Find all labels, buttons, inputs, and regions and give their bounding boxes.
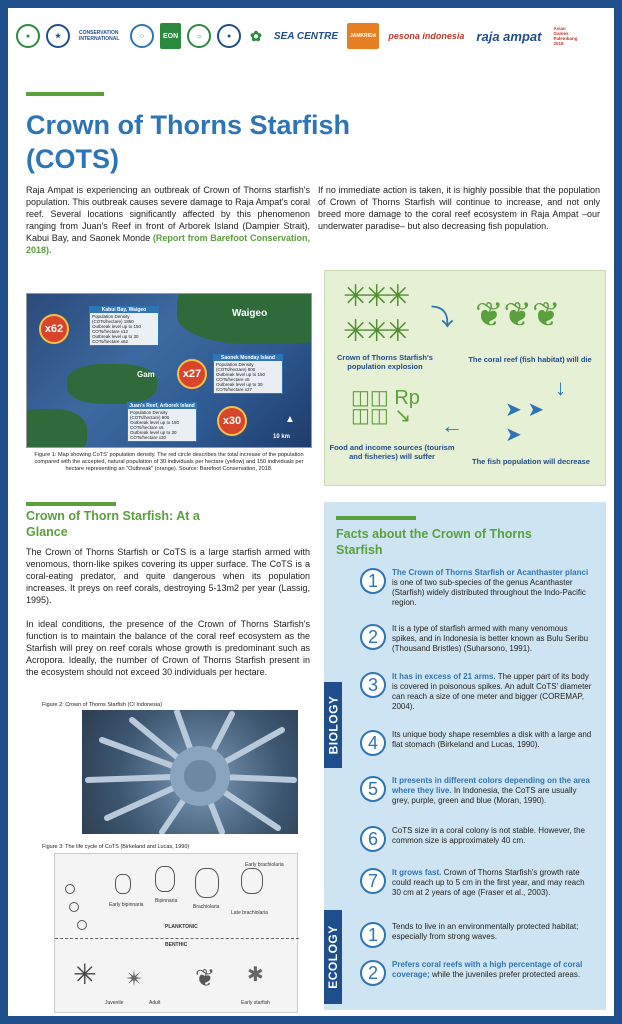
egg-icon <box>77 920 87 930</box>
lifecycle-diagram <box>54 853 298 1013</box>
figure1-caption: Figure 1: Map showing CoTS' population density. The red circle describes the total increase of the population compared with the accepted, natural population of 30 individuals per hectare (yellow) and 150 individuals per hectare representing an "Outbreak" (orange). Source: Barefoot Conservation, 2018. <box>34 452 304 472</box>
starfish-photo <box>82 710 298 834</box>
north-arrow-icon: ▲ <box>285 414 295 425</box>
lc-label: Brachiolaria <box>193 904 220 910</box>
ecology-tab <box>324 910 342 1004</box>
fact-number: 3 <box>360 672 386 698</box>
kabui-row: Population Density (COTs/hectare) 1850 <box>92 314 134 324</box>
arrow-left-icon: ← <box>441 413 463 438</box>
saonek-row: Outbreak level up to 30 COTs/hectare x27 <box>216 382 263 392</box>
fact-text: It has in excess of 21 arms. The upper part of its body is covered in poisonous spikes. An adult CoTS' diameter can reach a size of one meter and bigger (COREMAP, 2004). <box>392 672 592 711</box>
fact-highlight: It presents in different colors depending on the area where they live. <box>392 776 590 795</box>
fact-number: 1 <box>360 922 386 948</box>
lc-label: Juvenile <box>105 1000 124 1006</box>
fact-highlight: Prefers coral reefs with a high percentage of coral coverage; <box>392 960 583 979</box>
facts-heading: Facts about the Crown of Thorns Starfish <box>336 527 532 557</box>
saonek-badge: x27 <box>177 359 207 389</box>
saonek-infobox-title: Saonek Monday Island <box>214 355 282 361</box>
fact-number: 7 <box>360 868 386 894</box>
gam-label: Gam <box>137 370 155 379</box>
lc-label: PLANKTONIC <box>165 924 198 930</box>
facts-accent-bar <box>336 516 416 520</box>
pesona-indonesia-logo: pesona indonesia <box>388 31 465 41</box>
fact-text: It grows fast. Crown of Thorns Starfish's growth rate could reach up to 5 cm in the first year, and may reach 30 cm at 2 years of age (Fraser et al., 2003). <box>392 868 585 897</box>
glance-p1: The Crown of Thorns Starfish or CoTS is a large starfish armed with venomous, thorn-like spikes covering its upper surface. The CoTS is a coral-eating predator, and quite dangerous when its population increases. It preys on reef corals, destroying 5-13m2 per year (Lassig, 1995). <box>26 547 310 605</box>
fact-text: Prefers coral reefs with a high percentage of coral coverage; while the juveniles prefer protected areas. <box>392 960 583 979</box>
conservation-intl-logo: CONSERVATION INTERNATIONAL <box>79 30 120 42</box>
coral-icon: ❦ <box>195 965 216 992</box>
lc-label: Bipinnaria <box>155 898 178 904</box>
intro-right: If no immediate action is taken, it is highly possible that the population of Crown of Thorns Starfish will continue to increase, and not only breed more damage to the coral reef ecosystem in Raja Ampat –our underwater paradise– but also decreasing fish population. <box>318 185 600 231</box>
asian-games-logo: Asian Games Palembang 2018 <box>553 26 578 46</box>
logo-strip <box>8 8 614 64</box>
fact-number: 1 <box>360 568 386 594</box>
adult-starfish-icon: ✳ <box>73 959 97 990</box>
intro-left-source: (Report from Barefoot Conservation, 2018). <box>26 233 310 255</box>
poster <box>8 8 614 1016</box>
fact-number: 5 <box>360 776 386 802</box>
fact-number: 4 <box>360 730 386 756</box>
raja-ampat-regency-logo: ● <box>16 24 40 48</box>
intro-left-text: Raja Ampat is experiencing an outbreak of Crown of Thorns starfish's population. This outbreak causes severe damage to Raja Ampat's coral reef. Several locations significantly affected by this phenomenon ranging from Juan's Reef in front of Arborek Island (Dampier Strait), Kabui Bay, and Saonek Monde <box>26 185 310 243</box>
fact-highlight: The Crown of Thorns Starfish or Acanthaster planci <box>392 568 589 577</box>
arrow-right-icon: ⤵ <box>431 305 454 330</box>
node-fish-decrease: The fish population will decrease <box>472 457 590 466</box>
coral-logo: ○ <box>130 24 154 48</box>
arborek-row: Outbreak level up to 150 COTs/hectare x6 <box>130 420 180 430</box>
outbreak-map <box>26 293 312 448</box>
lc-label: Late brachiolaria <box>231 910 268 916</box>
waigeo-label: Waigeo <box>232 308 268 319</box>
node-population-explosion: Crown of Thorns Starfish's population explosion <box>337 353 433 371</box>
saonek-row: Outbreak level up to 150 COTs/hectare x5 <box>216 372 266 382</box>
kabui-row: Outbreak level up to 30 COTs/hectare x62 <box>92 334 139 344</box>
arborek-infobox <box>127 402 197 442</box>
fact-text: It is a type of starfish armed with many venomous spikes, and in Indonesia is better known as Bulu Seribu (Thousand Bristles) (Suharsono, 1991). <box>392 624 589 653</box>
raja-ampat-logo: raja ampat <box>476 28 542 44</box>
fact-text: CoTS size in a coral colony is not stable. However, the common size is approximately 40 cm. <box>392 826 585 845</box>
fish-icon: ➤ ➤ ➤ <box>505 399 545 446</box>
intro-left <box>26 184 310 256</box>
fact-highlight: It has in excess of 21 arms. <box>392 672 496 681</box>
jamkrida-logo: JAMKRIDA <box>347 23 379 49</box>
saonek-row: Population Density (COTs/hectare) 800 <box>216 362 256 372</box>
larva-icon <box>241 868 263 894</box>
zone-divider <box>55 938 299 939</box>
starfish-illustration <box>82 710 298 834</box>
early-starfish-icon: ✱ <box>247 964 264 986</box>
saonek-infobox <box>213 354 283 394</box>
lc-label: Adult <box>149 1000 161 1006</box>
arborek-row: Population Density (COTs/hectare) 900 <box>130 410 170 420</box>
figure3-caption: Figure 3: The life cycle of CoTS (Birkeland and Lucas, 1990) <box>42 844 190 850</box>
kabui-row: Outbreak level up to 150 COTs/hectare x12 <box>92 324 142 334</box>
southwest-land <box>26 409 87 448</box>
glance-p2: In ideal conditions, the presence of the Crown of Thorns Starfish's function is to maintain the balance of the coral reef ecosystem as the Starfish will prey on reef corals whose growth is predominant such as Acropora. Ideally, the number of Crown of Thorns Starfish present in the ecosystem should not exceed 30 individuals per hectare. <box>26 619 310 677</box>
fact-number: 6 <box>360 826 386 852</box>
eon-logo: EON <box>160 23 181 49</box>
kabui-badge: x62 <box>39 314 69 344</box>
egg-icon <box>65 884 75 894</box>
turtle-logo: ✿ <box>250 27 262 44</box>
kkp-logo: ● <box>217 24 241 48</box>
lc-label: Early brachiolaria <box>245 862 284 868</box>
larva-icon <box>195 868 219 898</box>
coral-reef-icon: ❦❦❦ <box>475 296 561 334</box>
arborek-badge: x30 <box>217 406 247 436</box>
fact-text: Its unique body shape resembles a disk with a large and flat stomach (Birkeland and Lucas, 1990). <box>392 730 592 749</box>
facts-panel <box>324 502 606 1010</box>
lc-label: Early bipinnaria <box>109 902 144 908</box>
impact-cycle <box>324 270 606 486</box>
biology-tab <box>324 682 342 768</box>
figure2-caption: Figure 2: Crown of Thorns Starfish (CI Indonesia) <box>42 702 163 708</box>
node-income-suffer: Food and income sources (tourism and fisheries) will suffer <box>329 443 455 461</box>
larva-icon <box>115 874 131 894</box>
glance-accent-bar <box>26 502 116 506</box>
lc-label: Early starfish <box>241 1000 270 1006</box>
juvenile-starfish-icon: ✴ <box>125 966 144 991</box>
node-coral-reef-die: The coral reef (fish habitat) will die <box>468 355 592 364</box>
arborek-infobox-title: Juan's Reef, Arborek Island <box>129 403 195 409</box>
sea-centre-logo: SEA CENTRE <box>273 30 338 42</box>
fact-text: It presents in different colors depending on the area where they live. In Indonesia, the CoTS are usually grey, purple, green and blue (Moran, 1990). <box>392 776 590 805</box>
glance-heading: Crown of Thorn Starfish: At a Glance <box>26 509 200 539</box>
fact-number: 2 <box>360 624 386 650</box>
wcs-logo: ☼ <box>187 24 211 48</box>
larva-icon <box>155 866 175 892</box>
fact-number: 2 <box>360 960 386 986</box>
page-title: Crown of Thorns Starfish (COTS) <box>26 110 350 174</box>
scale-label: 10 km <box>273 434 291 440</box>
arrow-down-icon: ↓ <box>555 375 566 400</box>
ecology-label: ECOLOGY <box>326 925 341 989</box>
arborek-row: Outbreak level up to 30 COTs/hectare x30 <box>130 430 177 440</box>
kabui-infobox <box>89 306 159 346</box>
starfish-cluster-icon: ✳✳✳ ✳✳✳ <box>343 280 407 348</box>
egg-icon <box>69 902 79 912</box>
money-icon: ◫◫ Rp ◫◫ ↘ <box>351 387 420 427</box>
biology-label: BIOLOGY <box>326 695 340 755</box>
indonesia-emblem-logo: ★ <box>46 24 70 48</box>
kabui-infobox-title: Kabui Bay, Waigeo <box>90 307 158 313</box>
title-accent-bar <box>26 92 104 96</box>
fact-highlight: It grows fast. <box>392 868 442 877</box>
fact-text: The Crown of Thorns Starfish or Acanthaster planci is one of two sub-species of the genus Acanthaster (Starfish) widely distributed throughout the Indo-Pacific region. <box>392 568 589 607</box>
lc-label: BENTHIC <box>165 942 188 948</box>
fact-text: Tends to live in an environmentally protected habitat; especially from strong waves. <box>392 922 579 941</box>
